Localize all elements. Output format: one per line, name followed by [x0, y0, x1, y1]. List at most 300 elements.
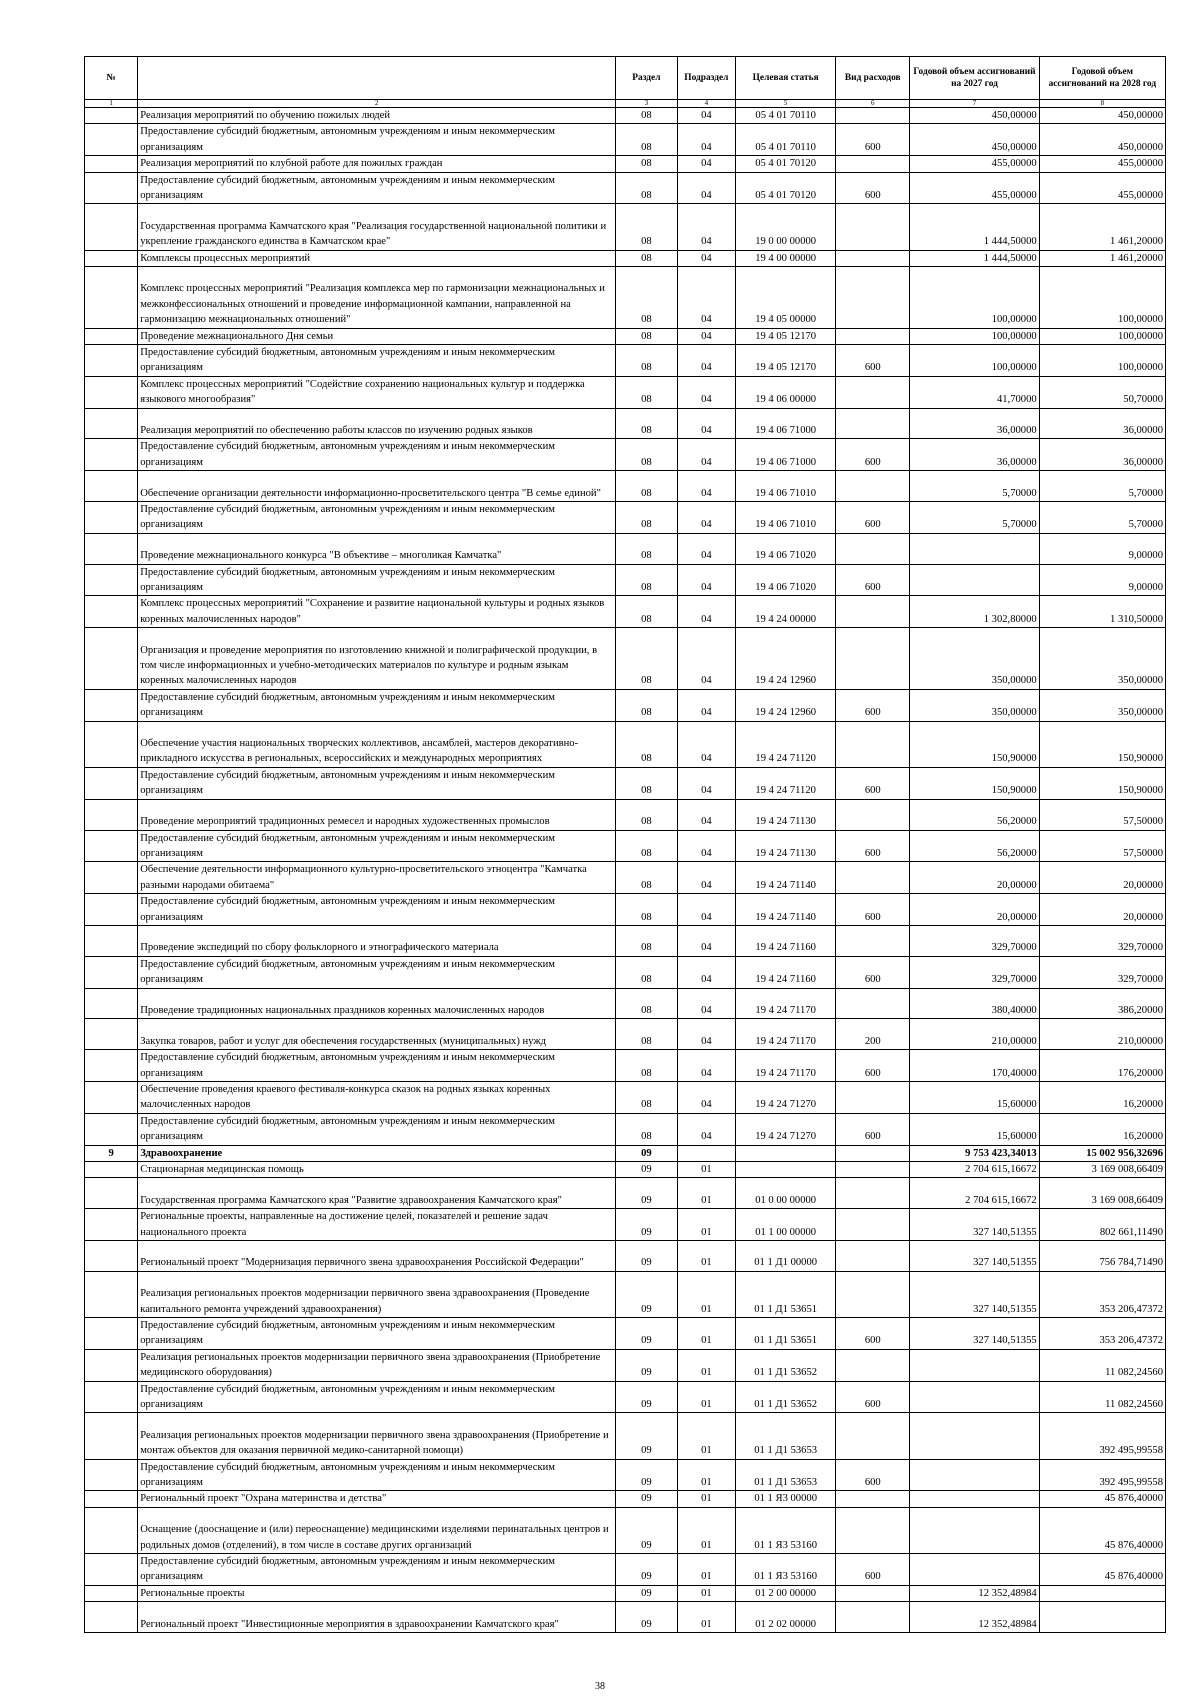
cell-subsection: 04: [677, 894, 735, 926]
cell-allocation-2028: 3 169 008,66409: [1039, 1161, 1165, 1177]
cell-allocation-2028: 45 876,40000: [1039, 1507, 1165, 1553]
cell-allocation-2027: 150,90000: [910, 767, 1039, 799]
cell-allocation-2028: 20,00000: [1039, 894, 1165, 926]
cell-num: [85, 1178, 138, 1209]
cell-num: [85, 1602, 138, 1633]
cell-allocation-2027: 20,00000: [910, 862, 1039, 894]
cell-name: Предоставление субсидий бюджетным, автономным учреждениям и иным некоммерческим организациям: [138, 345, 616, 377]
cell-expense-type: [836, 471, 910, 502]
table-row: [85, 1050, 1166, 1082]
table-row: [85, 862, 1166, 894]
cell-subsection: 04: [677, 925, 735, 956]
table-row: [85, 345, 1166, 377]
column-number: 1: [85, 100, 138, 108]
cell-target-article: 01 1 Я3 53160: [736, 1554, 836, 1586]
table-row: [85, 376, 1166, 408]
cell-subsection: 04: [677, 250, 735, 266]
table-row: [85, 1491, 1166, 1507]
cell-name: Реализация мероприятий по обеспечению работы классов по изучению родных языков: [138, 408, 616, 439]
cell-num: [85, 1050, 138, 1082]
cell-allocation-2028: 9,00000: [1039, 533, 1165, 564]
cell-section: 08: [616, 108, 678, 124]
cell-allocation-2027: 36,00000: [910, 408, 1039, 439]
cell-subsection: 04: [677, 767, 735, 799]
table-row: [85, 1585, 1166, 1601]
cell-num: [85, 721, 138, 767]
cell-allocation-2027: 100,00000: [910, 328, 1039, 344]
header-name: [138, 57, 616, 100]
cell-num: [85, 1161, 138, 1177]
cell-subsection: 01: [677, 1161, 735, 1177]
cell-target-article: 05 4 01 70120: [736, 156, 836, 172]
cell-target-article: 01 1 Я3 53160: [736, 1507, 836, 1553]
table-row: [85, 830, 1166, 862]
cell-expense-type: [836, 721, 910, 767]
table-row: [85, 1413, 1166, 1459]
cell-name: Оснащение (дооснащение и (или) переоснащение) медицинскими изделиями перинатальных центров и родильных домов (отделений), в том числе в составе других организаций: [138, 1507, 616, 1553]
cell-allocation-2027: 210,00000: [910, 1019, 1039, 1050]
cell-name: Предоставление субсидий бюджетным, автономным учреждениям и иным некоммерческим организациям: [138, 1459, 616, 1491]
cell-section: 08: [616, 628, 678, 690]
cell-section: 08: [616, 925, 678, 956]
cell-num: [85, 1554, 138, 1586]
table-row: [85, 988, 1166, 1019]
table-row: [85, 1209, 1166, 1241]
cell-num: [85, 1271, 138, 1317]
cell-section: 09: [616, 1413, 678, 1459]
cell-allocation-2027: 5,70000: [910, 471, 1039, 502]
cell-section: 08: [616, 988, 678, 1019]
table-row: [85, 1349, 1166, 1381]
cell-name: Предоставление субсидий бюджетным, автономным учреждениям и иным некоммерческим организациям: [138, 1554, 616, 1586]
cell-section: 09: [616, 1459, 678, 1491]
cell-expense-type: [836, 1585, 910, 1601]
cell-name: Региональные проекты, направленные на достижение целей, показателей и решение задач национального проекта: [138, 1209, 616, 1241]
cell-allocation-2028: 450,00000: [1039, 124, 1165, 156]
cell-target-article: 05 4 01 70120: [736, 172, 836, 204]
cell-expense-type: [836, 1178, 910, 1209]
cell-name: Обеспечение участия национальных творческих коллективов, ансамблей, мастеров декоративно-прикладного искусства в региональных, всероссийских и международных мероприятиях: [138, 721, 616, 767]
cell-subsection: 04: [677, 172, 735, 204]
cell-target-article: 19 4 24 71160: [736, 925, 836, 956]
cell-allocation-2027: 100,00000: [910, 345, 1039, 377]
cell-num: [85, 862, 138, 894]
cell-section: 08: [616, 250, 678, 266]
cell-section: 09: [616, 1209, 678, 1241]
cell-allocation-2027: 15,60000: [910, 1113, 1039, 1145]
cell-expense-type: [836, 328, 910, 344]
cell-section: 08: [616, 721, 678, 767]
cell-expense-type: [836, 925, 910, 956]
cell-name: Обеспечение проведения краевого фестиваля-конкурса сказок на родных языках коренных малочисленных народов: [138, 1081, 616, 1113]
cell-allocation-2028: 50,70000: [1039, 376, 1165, 408]
cell-allocation-2028: 36,00000: [1039, 439, 1165, 471]
cell-section: 08: [616, 689, 678, 721]
cell-name: Региональный проект "Инвестиционные мероприятия в здравоохранении Камчатского края": [138, 1602, 616, 1633]
cell-allocation-2028: 329,70000: [1039, 956, 1165, 988]
cell-target-article: 01 1 Я3 00000: [736, 1491, 836, 1507]
cell-expense-type: 600: [836, 564, 910, 596]
table-row: [85, 1271, 1166, 1317]
cell-expense-type: [836, 1349, 910, 1381]
cell-allocation-2028: 176,20000: [1039, 1050, 1165, 1082]
cell-subsection: 04: [677, 533, 735, 564]
cell-allocation-2028: 5,70000: [1039, 502, 1165, 534]
cell-subsection: 04: [677, 471, 735, 502]
cell-subsection: 04: [677, 862, 735, 894]
header-allocation-2027: Годовой объем ассигнований на 2027 год: [910, 57, 1039, 100]
cell-expense-type: [836, 1413, 910, 1459]
cell-expense-type: [836, 376, 910, 408]
cell-num: [85, 1507, 138, 1553]
budget-table-sheet: [84, 56, 1166, 1633]
cell-section: 08: [616, 267, 678, 329]
cell-section: 09: [616, 1161, 678, 1177]
cell-num: [85, 689, 138, 721]
cell-num: [85, 628, 138, 690]
cell-allocation-2028: 57,50000: [1039, 799, 1165, 830]
cell-allocation-2027: 2 704 615,16672: [910, 1178, 1039, 1209]
cell-allocation-2027: [910, 1381, 1039, 1413]
cell-target-article: 19 4 24 71160: [736, 956, 836, 988]
cell-allocation-2027: [910, 1459, 1039, 1491]
header-section: Раздел: [616, 57, 678, 100]
cell-num: [85, 799, 138, 830]
cell-num: [85, 1413, 138, 1459]
cell-expense-type: 600: [836, 1317, 910, 1349]
cell-expense-type: 600: [836, 1554, 910, 1586]
table-row: [85, 1161, 1166, 1177]
cell-subsection: 01: [677, 1459, 735, 1491]
cell-section: 08: [616, 799, 678, 830]
header-subsection: Подраздел: [677, 57, 735, 100]
cell-subsection: 01: [677, 1507, 735, 1553]
cell-subsection: 01: [677, 1413, 735, 1459]
table-body: [85, 108, 1166, 1633]
cell-target-article: 19 4 24 71170: [736, 1019, 836, 1050]
cell-target-article: 19 4 24 12960: [736, 689, 836, 721]
table-row: [85, 628, 1166, 690]
cell-name: Реализация мероприятий по клубной работе для пожилых граждан: [138, 156, 616, 172]
table-row: [85, 1381, 1166, 1413]
cell-allocation-2028: 45 876,40000: [1039, 1491, 1165, 1507]
table-row: [85, 533, 1166, 564]
cell-section: 08: [616, 596, 678, 628]
cell-name: Организация и проведение мероприятия по изготовлению книжной и полиграфической продукции, в том числе информационных и учебно-методических материалов по культуре и родным языкам коренных малочисленных народов: [138, 628, 616, 690]
cell-num: [85, 1113, 138, 1145]
cell-expense-type: 600: [836, 830, 910, 862]
cell-name: Реализация региональных проектов модернизации первичного звена здравоохранения (Проведение капитального ремонта учреждений здравоохранения): [138, 1271, 616, 1317]
cell-num: [85, 830, 138, 862]
cell-target-article: 01 0 00 00000: [736, 1178, 836, 1209]
cell-target-article: 19 4 24 71170: [736, 1050, 836, 1082]
cell-num: [85, 1209, 138, 1241]
cell-subsection: 01: [677, 1271, 735, 1317]
cell-allocation-2028: 16,20000: [1039, 1081, 1165, 1113]
cell-target-article: 19 4 06 71010: [736, 471, 836, 502]
cell-section: 08: [616, 439, 678, 471]
cell-allocation-2027: 350,00000: [910, 628, 1039, 690]
cell-allocation-2028: 455,00000: [1039, 172, 1165, 204]
cell-allocation-2028: 329,70000: [1039, 925, 1165, 956]
cell-expense-type: [836, 408, 910, 439]
cell-num: [85, 1381, 138, 1413]
cell-allocation-2028: 350,00000: [1039, 689, 1165, 721]
cell-section: 09: [616, 1585, 678, 1601]
cell-allocation-2028: [1039, 1602, 1165, 1633]
cell-subsection: 01: [677, 1317, 735, 1349]
cell-allocation-2027: 170,40000: [910, 1050, 1039, 1082]
table-row: [85, 250, 1166, 266]
table-row: [85, 1019, 1166, 1050]
cell-section: 09: [616, 1554, 678, 1586]
cell-name: Комплекс процессных мероприятий "Реализация комплекса мер по гармонизации межнациональных и межконфессиональных отношений и проведение информационной кампании, направленной на гармонизацию межнациональных отношений": [138, 267, 616, 329]
cell-name: Комплекс процессных мероприятий "Содействие сохранению национальных культур и поддержка языкового многообразия": [138, 376, 616, 408]
cell-section: 09: [616, 1507, 678, 1553]
cell-section: 08: [616, 1113, 678, 1145]
cell-allocation-2028: 11 082,24560: [1039, 1349, 1165, 1381]
page-number: 38: [595, 1681, 605, 1692]
table-row: [85, 156, 1166, 172]
cell-num: [85, 925, 138, 956]
cell-expense-type: [836, 988, 910, 1019]
cell-allocation-2028: 9,00000: [1039, 564, 1165, 596]
table-row: [85, 267, 1166, 329]
table-row: [85, 439, 1166, 471]
cell-expense-type: [836, 1145, 910, 1161]
cell-num: [85, 204, 138, 250]
cell-num: [85, 471, 138, 502]
table-row: [85, 767, 1166, 799]
cell-allocation-2027: 5,70000: [910, 502, 1039, 534]
cell-allocation-2027: 455,00000: [910, 156, 1039, 172]
cell-num: [85, 1349, 138, 1381]
table-row: [85, 1317, 1166, 1349]
cell-expense-type: [836, 1081, 910, 1113]
cell-expense-type: [836, 596, 910, 628]
cell-target-article: 19 4 00 00000: [736, 250, 836, 266]
cell-subsection: 04: [677, 799, 735, 830]
budget-table: [84, 56, 1166, 1633]
cell-allocation-2028: 386,20000: [1039, 988, 1165, 1019]
cell-num: [85, 956, 138, 988]
cell-expense-type: 600: [836, 1050, 910, 1082]
table-row: [85, 894, 1166, 926]
table-row: [85, 1178, 1166, 1209]
table-row: [85, 1145, 1166, 1161]
cell-expense-type: [836, 1491, 910, 1507]
cell-allocation-2027: [910, 1349, 1039, 1381]
table-row: [85, 1554, 1166, 1586]
cell-allocation-2027: [910, 533, 1039, 564]
cell-target-article: 01 1 Д1 53653: [736, 1413, 836, 1459]
cell-allocation-2027: 327 140,51355: [910, 1241, 1039, 1272]
cell-expense-type: 600: [836, 894, 910, 926]
cell-name: Комплекс процессных мероприятий "Сохранение и развитие национальной культуры и родных языков коренных малочисленных народов": [138, 596, 616, 628]
table-row: [85, 721, 1166, 767]
cell-expense-type: [836, 1241, 910, 1272]
cell-subsection: 04: [677, 376, 735, 408]
cell-name: Предоставление субсидий бюджетным, автономным учреждениям и иным некоммерческим организациям: [138, 439, 616, 471]
cell-subsection: 01: [677, 1602, 735, 1633]
cell-name: Предоставление субсидий бюджетным, автономным учреждениям и иным некоммерческим организациям: [138, 1050, 616, 1082]
cell-name: Проведение традиционных национальных праздников коренных малочисленных народов: [138, 988, 616, 1019]
cell-expense-type: [836, 1602, 910, 1633]
cell-allocation-2027: 450,00000: [910, 108, 1039, 124]
cell-allocation-2028: 455,00000: [1039, 156, 1165, 172]
table-row: [85, 596, 1166, 628]
cell-allocation-2028: 150,90000: [1039, 767, 1165, 799]
cell-target-article: 19 4 24 71270: [736, 1081, 836, 1113]
cell-allocation-2027: 455,00000: [910, 172, 1039, 204]
cell-section: 09: [616, 1317, 678, 1349]
cell-expense-type: [836, 1271, 910, 1317]
cell-num: [85, 502, 138, 534]
cell-subsection: 01: [677, 1585, 735, 1601]
cell-section: 08: [616, 204, 678, 250]
column-number: 4: [677, 100, 735, 108]
table-row: [85, 1602, 1166, 1633]
cell-name: Региональный проект "Модернизация первичного звена здравоохранения Российской Федерации": [138, 1241, 616, 1272]
cell-num: [85, 172, 138, 204]
table-row: [85, 564, 1166, 596]
cell-section: 09: [616, 1349, 678, 1381]
cell-subsection: 04: [677, 564, 735, 596]
cell-num: [85, 124, 138, 156]
cell-subsection: 04: [677, 596, 735, 628]
cell-expense-type: [836, 250, 910, 266]
cell-section: 08: [616, 862, 678, 894]
cell-subsection: 04: [677, 408, 735, 439]
cell-num: [85, 376, 138, 408]
cell-expense-type: 600: [836, 439, 910, 471]
cell-allocation-2028: 450,00000: [1039, 108, 1165, 124]
cell-allocation-2027: 350,00000: [910, 689, 1039, 721]
cell-target-article: 19 4 24 71120: [736, 767, 836, 799]
cell-allocation-2027: 329,70000: [910, 956, 1039, 988]
cell-num: [85, 1491, 138, 1507]
table-row: [85, 471, 1166, 502]
cell-name: Предоставление субсидий бюджетным, автономным учреждениям и иным некоммерческим организациям: [138, 956, 616, 988]
cell-name: Обеспечение организации деятельности информационно-просветительского центра "В семье единой": [138, 471, 616, 502]
cell-subsection: 01: [677, 1491, 735, 1507]
cell-name: Региональные проекты: [138, 1585, 616, 1601]
cell-target-article: 19 4 05 12170: [736, 345, 836, 377]
cell-expense-type: 600: [836, 956, 910, 988]
cell-allocation-2027: 2 704 615,16672: [910, 1161, 1039, 1177]
cell-subsection: 01: [677, 1241, 735, 1272]
cell-name: Предоставление субсидий бюджетным, автономным учреждениям и иным некоммерческим организациям: [138, 1317, 616, 1349]
cell-subsection: [677, 1145, 735, 1161]
cell-allocation-2027: 327 140,51355: [910, 1209, 1039, 1241]
cell-allocation-2027: 329,70000: [910, 925, 1039, 956]
cell-target-article: 19 4 24 71140: [736, 894, 836, 926]
cell-allocation-2027: 15,60000: [910, 1081, 1039, 1113]
cell-name: Предоставление субсидий бюджетным, автономным учреждениям и иным некоммерческим организациям: [138, 1381, 616, 1413]
cell-expense-type: [836, 108, 910, 124]
cell-target-article: 19 4 24 71170: [736, 988, 836, 1019]
cell-subsection: 04: [677, 1019, 735, 1050]
cell-subsection: 01: [677, 1178, 735, 1209]
cell-target-article: 19 4 06 71000: [736, 408, 836, 439]
table-row: [85, 689, 1166, 721]
table-row: [85, 956, 1166, 988]
cell-name: Проведение экспедиций по сбору фольклорного и этнографического материала: [138, 925, 616, 956]
cell-expense-type: 600: [836, 1113, 910, 1145]
cell-allocation-2028: 392 495,99558: [1039, 1413, 1165, 1459]
cell-allocation-2027: 380,40000: [910, 988, 1039, 1019]
cell-target-article: 19 4 06 00000: [736, 376, 836, 408]
cell-name: Предоставление субсидий бюджетным, автономным учреждениям и иным некоммерческим организациям: [138, 172, 616, 204]
cell-target-article: 05 4 01 70110: [736, 108, 836, 124]
cell-allocation-2027: 56,20000: [910, 799, 1039, 830]
cell-allocation-2028: 100,00000: [1039, 267, 1165, 329]
cell-subsection: 04: [677, 502, 735, 534]
cell-section: 08: [616, 894, 678, 926]
cell-allocation-2028: 5,70000: [1039, 471, 1165, 502]
table-row: [85, 408, 1166, 439]
cell-name: Обеспечение деятельности информационного культурно-просветительского этноцентра "Камчатка разными народами обитаема": [138, 862, 616, 894]
cell-allocation-2028: 11 082,24560: [1039, 1381, 1165, 1413]
cell-allocation-2028: 16,20000: [1039, 1113, 1165, 1145]
cell-subsection: 04: [677, 830, 735, 862]
cell-allocation-2028: 353 206,47372: [1039, 1317, 1165, 1349]
column-number-row: [85, 100, 1166, 108]
cell-subsection: 01: [677, 1209, 735, 1241]
cell-section: 08: [616, 124, 678, 156]
cell-subsection: 04: [677, 267, 735, 329]
cell-target-article: 01 1 Д1 00000: [736, 1241, 836, 1272]
cell-expense-type: [836, 204, 910, 250]
cell-allocation-2028: 756 784,71490: [1039, 1241, 1165, 1272]
cell-target-article: 01 1 Д1 53653: [736, 1459, 836, 1491]
cell-section: 09: [616, 1145, 678, 1161]
cell-allocation-2028: 45 876,40000: [1039, 1554, 1165, 1586]
cell-allocation-2027: 56,20000: [910, 830, 1039, 862]
cell-section: 08: [616, 376, 678, 408]
cell-subsection: 01: [677, 1349, 735, 1381]
cell-target-article: 19 4 24 00000: [736, 596, 836, 628]
cell-allocation-2027: 12 352,48984: [910, 1602, 1039, 1633]
cell-section: 08: [616, 1019, 678, 1050]
cell-num: [85, 533, 138, 564]
cell-subsection: 04: [677, 328, 735, 344]
table-row: [85, 1081, 1166, 1113]
cell-num: [85, 596, 138, 628]
cell-name: Государственная программа Камчатского края "Развитие здравоохранения Камчатского края": [138, 1178, 616, 1209]
cell-name: Комплексы процессных мероприятий: [138, 250, 616, 266]
cell-subsection: 04: [677, 1050, 735, 1082]
cell-section: 08: [616, 502, 678, 534]
header-target-article: Целевая статья: [736, 57, 836, 100]
cell-allocation-2027: [910, 1491, 1039, 1507]
cell-subsection: 04: [677, 956, 735, 988]
cell-subsection: 04: [677, 689, 735, 721]
cell-section: 09: [616, 1602, 678, 1633]
table-row: [85, 502, 1166, 534]
cell-subsection: 04: [677, 156, 735, 172]
cell-section: 09: [616, 1381, 678, 1413]
cell-subsection: 04: [677, 345, 735, 377]
cell-allocation-2027: 1 444,50000: [910, 250, 1039, 266]
header-num: №: [85, 57, 138, 100]
cell-num: [85, 345, 138, 377]
cell-expense-type: 600: [836, 172, 910, 204]
cell-allocation-2028: 36,00000: [1039, 408, 1165, 439]
cell-allocation-2027: 9 753 423,34013: [910, 1145, 1039, 1161]
cell-name: Государственная программа Камчатского края "Реализация государственной национальной политики и укрепление гражданского единства в Камчатском крае": [138, 204, 616, 250]
cell-allocation-2027: 36,00000: [910, 439, 1039, 471]
